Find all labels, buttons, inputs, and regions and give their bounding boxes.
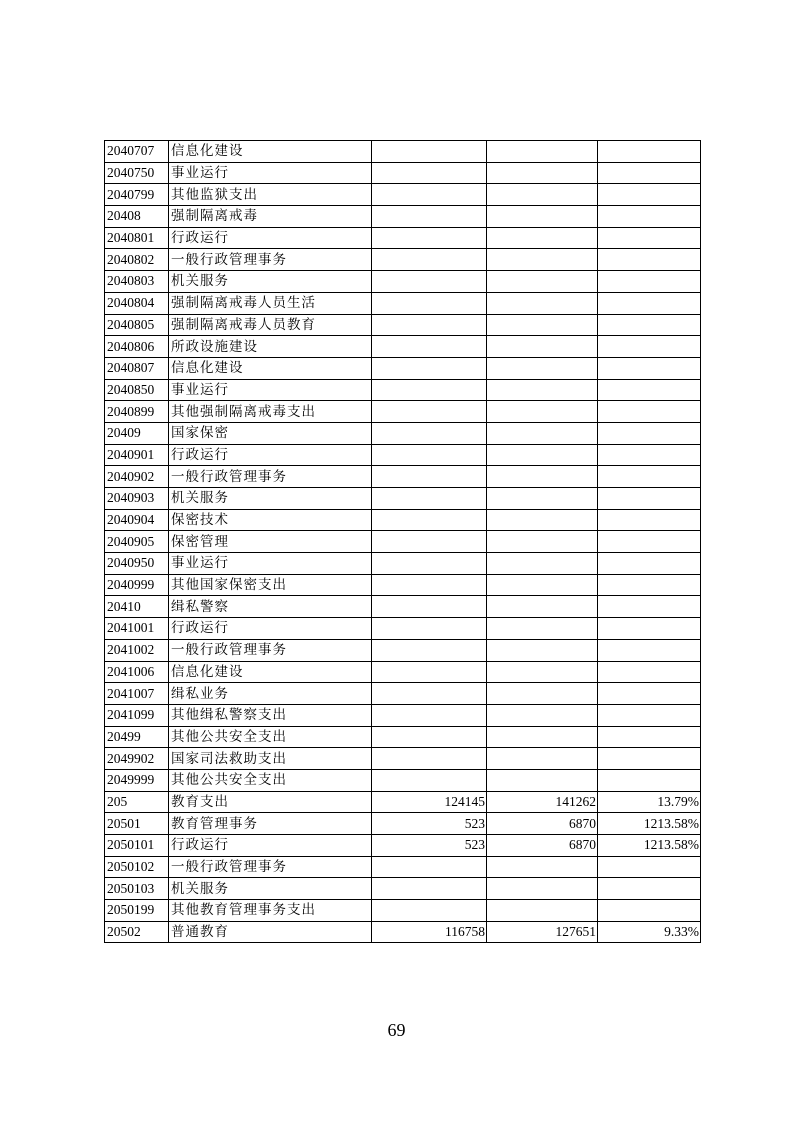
value-cell-1 bbox=[372, 292, 487, 314]
code-cell: 2040803 bbox=[105, 271, 169, 293]
item-name-cell: 其他公共安全支出 bbox=[169, 726, 372, 748]
value-cell-3 bbox=[598, 704, 701, 726]
table-row bbox=[105, 488, 701, 510]
code-cell: 20502 bbox=[105, 921, 169, 943]
item-name-cell: 机关服务 bbox=[169, 488, 372, 510]
value-cell-3 bbox=[598, 900, 701, 922]
value-cell-3 bbox=[598, 249, 701, 271]
table-body bbox=[105, 141, 701, 943]
value-cell-1 bbox=[372, 596, 487, 618]
value-cell-3 bbox=[598, 748, 701, 770]
table-row bbox=[105, 336, 701, 358]
value-cell-3 bbox=[598, 639, 701, 661]
value-cell-3 bbox=[598, 531, 701, 553]
value-cell-2 bbox=[487, 574, 598, 596]
value-cell-3 bbox=[598, 466, 701, 488]
value-cell-2 bbox=[487, 466, 598, 488]
table-row bbox=[105, 314, 701, 336]
code-cell: 20408 bbox=[105, 206, 169, 228]
item-name-cell: 其他教育管理事务支出 bbox=[169, 900, 372, 922]
code-cell: 20501 bbox=[105, 813, 169, 835]
value-cell-1 bbox=[372, 856, 487, 878]
value-cell-2 bbox=[487, 878, 598, 900]
item-name-cell: 强制隔离戒毒人员生活 bbox=[169, 292, 372, 314]
table-row bbox=[105, 206, 701, 228]
value-cell-3 bbox=[598, 141, 701, 163]
value-cell-2 bbox=[487, 184, 598, 206]
table-row bbox=[105, 466, 701, 488]
item-name-cell: 教育支出 bbox=[169, 791, 372, 813]
value-cell-1 bbox=[372, 900, 487, 922]
code-cell: 2040899 bbox=[105, 401, 169, 423]
value-cell-3 bbox=[598, 357, 701, 379]
table-row bbox=[105, 401, 701, 423]
table-row bbox=[105, 422, 701, 444]
page-number: 69 bbox=[387, 1020, 406, 1040]
table-row bbox=[105, 271, 701, 293]
code-cell: 2040999 bbox=[105, 574, 169, 596]
value-cell-3 bbox=[598, 878, 701, 900]
value-cell-2 bbox=[487, 531, 598, 553]
item-name-cell: 教育管理事务 bbox=[169, 813, 372, 835]
value-cell-3: 9.33% bbox=[598, 921, 701, 943]
code-cell: 2050102 bbox=[105, 856, 169, 878]
value-cell-2 bbox=[487, 900, 598, 922]
value-cell-1 bbox=[372, 227, 487, 249]
table-row bbox=[105, 184, 701, 206]
code-cell: 2040750 bbox=[105, 162, 169, 184]
code-cell: 2040807 bbox=[105, 357, 169, 379]
value-cell-2 bbox=[487, 314, 598, 336]
item-name-cell: 信息化建设 bbox=[169, 357, 372, 379]
item-name-cell: 行政运行 bbox=[169, 618, 372, 640]
value-cell-1 bbox=[372, 574, 487, 596]
code-cell: 2040904 bbox=[105, 509, 169, 531]
value-cell-1 bbox=[372, 639, 487, 661]
item-name-cell: 所政设施建设 bbox=[169, 336, 372, 358]
value-cell-3 bbox=[598, 769, 701, 791]
value-cell-2 bbox=[487, 249, 598, 271]
table-row bbox=[105, 661, 701, 683]
code-cell: 2040802 bbox=[105, 249, 169, 271]
item-name-cell: 缉私警察 bbox=[169, 596, 372, 618]
item-name-cell: 保密管理 bbox=[169, 531, 372, 553]
value-cell-2 bbox=[487, 422, 598, 444]
value-cell-3 bbox=[598, 574, 701, 596]
value-cell-2: 141262 bbox=[487, 791, 598, 813]
value-cell-3 bbox=[598, 444, 701, 466]
item-name-cell: 机关服务 bbox=[169, 271, 372, 293]
table-row bbox=[105, 249, 701, 271]
code-cell: 2040804 bbox=[105, 292, 169, 314]
value-cell-1 bbox=[372, 336, 487, 358]
value-cell-2 bbox=[487, 748, 598, 770]
code-cell: 205 bbox=[105, 791, 169, 813]
code-cell: 2040801 bbox=[105, 227, 169, 249]
item-name-cell: 缉私业务 bbox=[169, 683, 372, 705]
value-cell-3: 1213.58% bbox=[598, 835, 701, 857]
item-name-cell: 一般行政管理事务 bbox=[169, 249, 372, 271]
table-row bbox=[105, 813, 701, 835]
code-cell: 2040850 bbox=[105, 379, 169, 401]
value-cell-2 bbox=[487, 141, 598, 163]
value-cell-2 bbox=[487, 596, 598, 618]
item-name-cell: 国家司法救助支出 bbox=[169, 748, 372, 770]
value-cell-2 bbox=[487, 683, 598, 705]
value-cell-2 bbox=[487, 488, 598, 510]
value-cell-1 bbox=[372, 748, 487, 770]
value-cell-2 bbox=[487, 357, 598, 379]
item-name-cell: 其他监狱支出 bbox=[169, 184, 372, 206]
value-cell-3 bbox=[598, 336, 701, 358]
table-row bbox=[105, 683, 701, 705]
value-cell-2 bbox=[487, 444, 598, 466]
code-cell: 2040903 bbox=[105, 488, 169, 510]
value-cell-2 bbox=[487, 379, 598, 401]
value-cell-1 bbox=[372, 249, 487, 271]
value-cell-2 bbox=[487, 227, 598, 249]
value-cell-2 bbox=[487, 509, 598, 531]
value-cell-1 bbox=[372, 618, 487, 640]
code-cell: 20499 bbox=[105, 726, 169, 748]
value-cell-2 bbox=[487, 769, 598, 791]
table-row bbox=[105, 574, 701, 596]
table-row bbox=[105, 531, 701, 553]
value-cell-1 bbox=[372, 531, 487, 553]
code-cell: 2040902 bbox=[105, 466, 169, 488]
code-cell: 2040950 bbox=[105, 553, 169, 575]
value-cell-2 bbox=[487, 856, 598, 878]
item-name-cell: 其他缉私警察支出 bbox=[169, 704, 372, 726]
item-name-cell: 事业运行 bbox=[169, 162, 372, 184]
item-name-cell: 信息化建设 bbox=[169, 141, 372, 163]
item-name-cell: 强制隔离戒毒人员教育 bbox=[169, 314, 372, 336]
table-row bbox=[105, 292, 701, 314]
code-cell: 2049902 bbox=[105, 748, 169, 770]
value-cell-3 bbox=[598, 422, 701, 444]
value-cell-3 bbox=[598, 856, 701, 878]
value-cell-1 bbox=[372, 206, 487, 228]
value-cell-1 bbox=[372, 184, 487, 206]
value-cell-1 bbox=[372, 271, 487, 293]
value-cell-3 bbox=[598, 683, 701, 705]
table-row bbox=[105, 618, 701, 640]
value-cell-3 bbox=[598, 488, 701, 510]
value-cell-3: 1213.58% bbox=[598, 813, 701, 835]
item-name-cell: 普通教育 bbox=[169, 921, 372, 943]
value-cell-3 bbox=[598, 618, 701, 640]
value-cell-3 bbox=[598, 726, 701, 748]
table-row bbox=[105, 835, 701, 857]
value-cell-3 bbox=[598, 162, 701, 184]
code-cell: 2041002 bbox=[105, 639, 169, 661]
value-cell-2: 127651 bbox=[487, 921, 598, 943]
value-cell-1 bbox=[372, 141, 487, 163]
table-row bbox=[105, 856, 701, 878]
value-cell-1: 523 bbox=[372, 835, 487, 857]
table-row bbox=[105, 357, 701, 379]
table-row bbox=[105, 900, 701, 922]
value-cell-3 bbox=[598, 661, 701, 683]
value-cell-2 bbox=[487, 726, 598, 748]
table-row bbox=[105, 141, 701, 163]
table-row bbox=[105, 639, 701, 661]
item-name-cell: 事业运行 bbox=[169, 379, 372, 401]
value-cell-3: 13.79% bbox=[598, 791, 701, 813]
value-cell-1 bbox=[372, 683, 487, 705]
table-row bbox=[105, 509, 701, 531]
code-cell: 2040901 bbox=[105, 444, 169, 466]
value-cell-1 bbox=[372, 162, 487, 184]
code-cell: 20409 bbox=[105, 422, 169, 444]
value-cell-1 bbox=[372, 466, 487, 488]
value-cell-1 bbox=[372, 314, 487, 336]
value-cell-3 bbox=[598, 379, 701, 401]
value-cell-2 bbox=[487, 704, 598, 726]
table-row bbox=[105, 726, 701, 748]
value-cell-1 bbox=[372, 509, 487, 531]
item-name-cell: 一般行政管理事务 bbox=[169, 466, 372, 488]
table-row bbox=[105, 748, 701, 770]
value-cell-1 bbox=[372, 488, 487, 510]
value-cell-3 bbox=[598, 401, 701, 423]
value-cell-2 bbox=[487, 336, 598, 358]
value-cell-3 bbox=[598, 271, 701, 293]
code-cell: 2040707 bbox=[105, 141, 169, 163]
item-name-cell: 行政运行 bbox=[169, 227, 372, 249]
value-cell-1 bbox=[372, 444, 487, 466]
value-cell-3 bbox=[598, 292, 701, 314]
table-row bbox=[105, 596, 701, 618]
table-row bbox=[105, 704, 701, 726]
code-cell: 2041006 bbox=[105, 661, 169, 683]
value-cell-2 bbox=[487, 639, 598, 661]
table-row bbox=[105, 227, 701, 249]
item-name-cell: 行政运行 bbox=[169, 444, 372, 466]
item-name-cell: 机关服务 bbox=[169, 878, 372, 900]
value-cell-1: 523 bbox=[372, 813, 487, 835]
item-name-cell: 保密技术 bbox=[169, 509, 372, 531]
code-cell: 2050103 bbox=[105, 878, 169, 900]
value-cell-1 bbox=[372, 726, 487, 748]
value-cell-1 bbox=[372, 422, 487, 444]
table-row bbox=[105, 769, 701, 791]
item-name-cell: 其他强制隔离戒毒支出 bbox=[169, 401, 372, 423]
item-name-cell: 其他公共安全支出 bbox=[169, 769, 372, 791]
item-name-cell: 强制隔离戒毒 bbox=[169, 206, 372, 228]
value-cell-1: 124145 bbox=[372, 791, 487, 813]
value-cell-1 bbox=[372, 704, 487, 726]
item-name-cell: 一般行政管理事务 bbox=[169, 856, 372, 878]
code-cell: 2040905 bbox=[105, 531, 169, 553]
value-cell-3 bbox=[598, 184, 701, 206]
code-cell: 2040799 bbox=[105, 184, 169, 206]
value-cell-1 bbox=[372, 553, 487, 575]
value-cell-3 bbox=[598, 314, 701, 336]
value-cell-2 bbox=[487, 206, 598, 228]
value-cell-3 bbox=[598, 206, 701, 228]
table-row bbox=[105, 921, 701, 943]
code-cell: 2050199 bbox=[105, 900, 169, 922]
code-cell: 20410 bbox=[105, 596, 169, 618]
value-cell-2: 6870 bbox=[487, 835, 598, 857]
item-name-cell: 一般行政管理事务 bbox=[169, 639, 372, 661]
code-cell: 2041007 bbox=[105, 683, 169, 705]
value-cell-2 bbox=[487, 661, 598, 683]
item-name-cell: 其他国家保密支出 bbox=[169, 574, 372, 596]
value-cell-3 bbox=[598, 227, 701, 249]
table-row bbox=[105, 791, 701, 813]
code-cell: 2041099 bbox=[105, 704, 169, 726]
value-cell-2 bbox=[487, 162, 598, 184]
value-cell-3 bbox=[598, 509, 701, 531]
item-name-cell: 信息化建设 bbox=[169, 661, 372, 683]
value-cell-1 bbox=[372, 661, 487, 683]
value-cell-1 bbox=[372, 357, 487, 379]
table-row bbox=[105, 444, 701, 466]
code-cell: 2050101 bbox=[105, 835, 169, 857]
value-cell-2 bbox=[487, 618, 598, 640]
item-name-cell: 行政运行 bbox=[169, 835, 372, 857]
table-row bbox=[105, 553, 701, 575]
value-cell-2 bbox=[487, 292, 598, 314]
table-row bbox=[105, 379, 701, 401]
code-cell: 2040805 bbox=[105, 314, 169, 336]
value-cell-1: 116758 bbox=[372, 921, 487, 943]
value-cell-3 bbox=[598, 553, 701, 575]
value-cell-1 bbox=[372, 401, 487, 423]
table-row bbox=[105, 878, 701, 900]
value-cell-1 bbox=[372, 769, 487, 791]
value-cell-2 bbox=[487, 553, 598, 575]
code-cell: 2041001 bbox=[105, 618, 169, 640]
item-name-cell: 事业运行 bbox=[169, 553, 372, 575]
value-cell-1 bbox=[372, 878, 487, 900]
code-cell: 2049999 bbox=[105, 769, 169, 791]
table-row bbox=[105, 162, 701, 184]
code-cell: 2040806 bbox=[105, 336, 169, 358]
value-cell-2 bbox=[487, 401, 598, 423]
value-cell-2 bbox=[487, 271, 598, 293]
value-cell-2: 6870 bbox=[487, 813, 598, 835]
item-name-cell: 国家保密 bbox=[169, 422, 372, 444]
value-cell-3 bbox=[598, 596, 701, 618]
value-cell-1 bbox=[372, 379, 487, 401]
budget-table bbox=[104, 140, 701, 943]
